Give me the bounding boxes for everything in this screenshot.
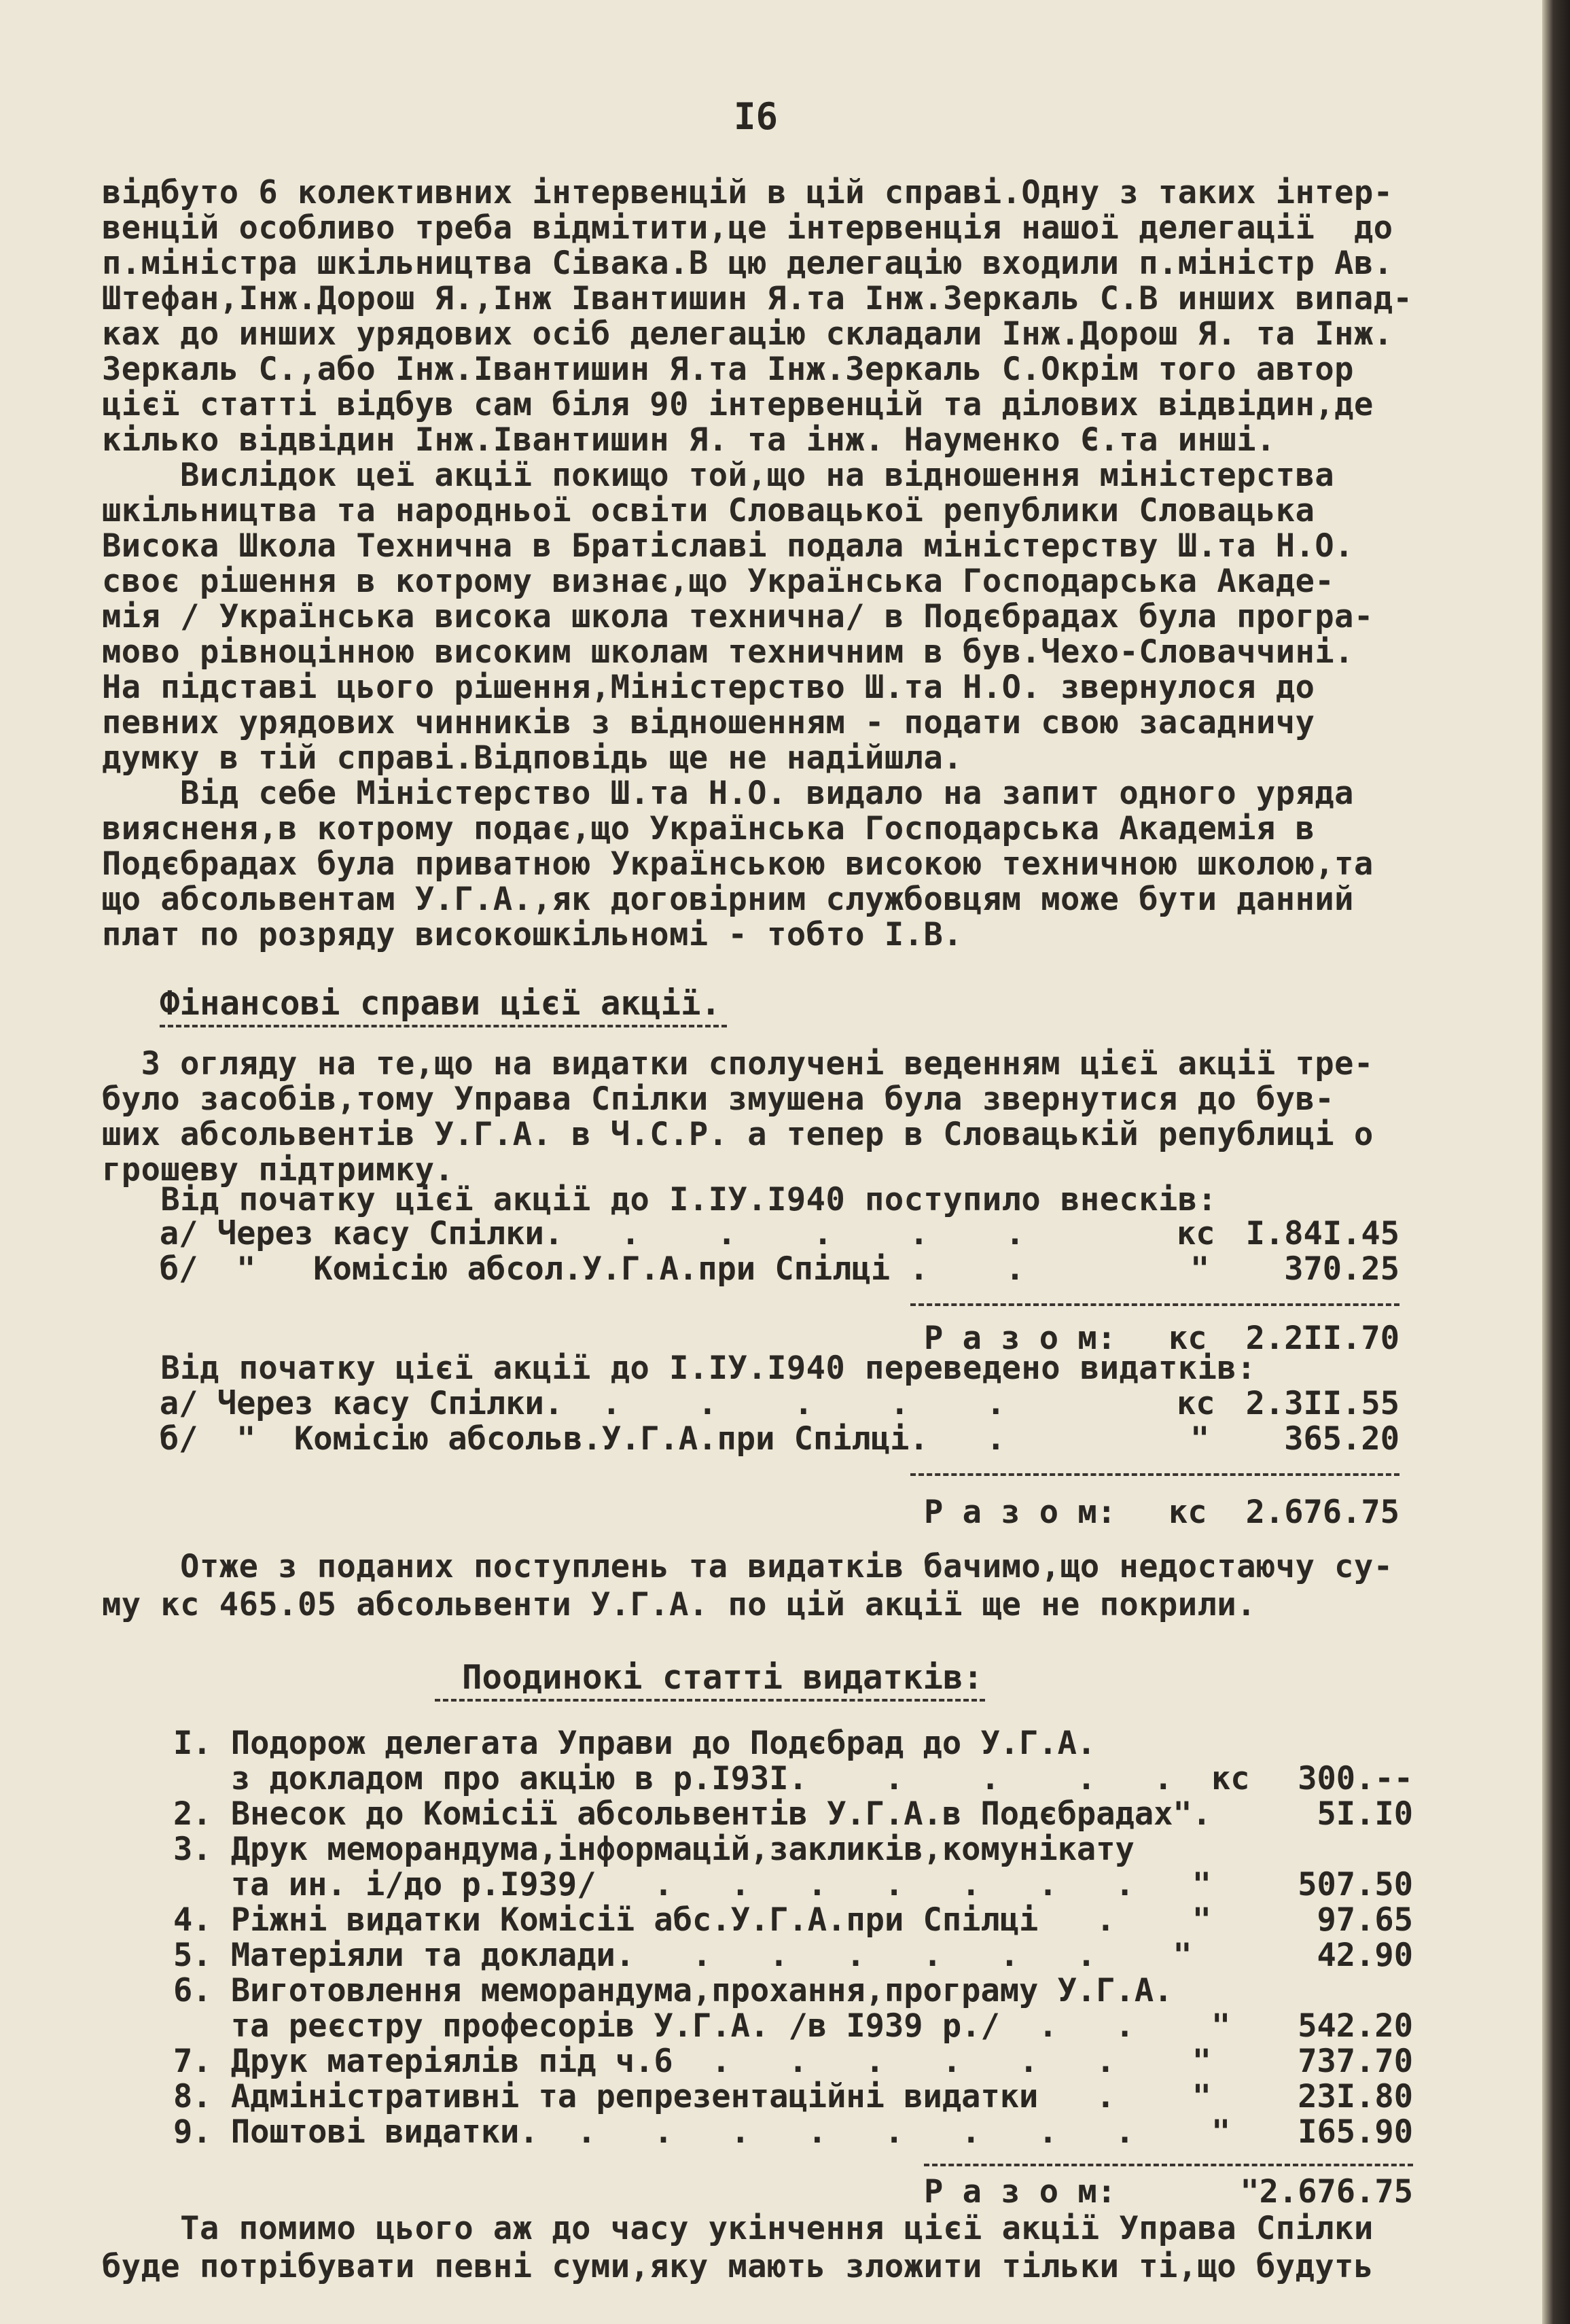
- text-line: цієї статті відбув сам біля 90 інтервенцій та ділових відвідин,де: [102, 386, 1374, 423]
- income-total-amount: 2.2II.70: [1245, 1320, 1399, 1357]
- item-amount: 5I.I0: [1317, 1795, 1413, 1833]
- item-text: та реєстру професорів У.Г.А. /в I939 р./ . . ": [173, 2007, 1231, 2045]
- income-title: Від початку цієї акції до I.IУ.I940 поступило внесків:: [102, 1181, 1217, 1218]
- text-line: ших абсольвентів У.Г.А. в Ч.С.Р. а тепер в Словацькій републиці о: [102, 1116, 1374, 1153]
- text-line: Зеркаль С.,або Інж.Івантишин Я.та Інж.Зеркаль С.Окрім того автор: [102, 351, 1354, 388]
- text-line: було засобів,тому Управа Спілки змушена була звернутися до був-: [102, 1080, 1335, 1118]
- item-amount: I65.90: [1298, 2113, 1413, 2151]
- item-amount: 23I.80: [1298, 2078, 1413, 2115]
- expense-currency: кс: [1177, 1385, 1215, 1422]
- text-line: венцій особливо треба відмітити,це інтервенція нашої делегації до: [102, 209, 1393, 247]
- text-line: буде потрібувати певні суми,яку мають зложити тільки ті,що будуть: [102, 2248, 1374, 2285]
- expense-amount: 2.3II.55: [1245, 1385, 1399, 1422]
- page-edge: [1542, 0, 1570, 2324]
- text-line: ках до инших урядових осіб делегацію складали Інж.Дорош Я. та Інж.: [102, 315, 1393, 353]
- text-line: п.міністра шкільництва Сівака.В цю делегацію входили п.міністр Ав.: [102, 245, 1393, 282]
- text-line: виясненя,в котрому подає,що Українська Господарська Академія в: [102, 810, 1315, 847]
- text-line: Висока Школа Технична в Братіславі подала міністерству Ш.та Н.О.: [102, 527, 1354, 565]
- text-line: плат по розряду високошкільномі - тобто І.В.: [102, 916, 963, 953]
- income-label: а/ Через касу Спілки. . . . . .: [102, 1215, 1025, 1252]
- text-line: Вислідок цеї акції покищо той,що на відношення міністерства: [102, 457, 1335, 494]
- page-number: I6: [734, 95, 779, 138]
- item-amount: 737.70: [1298, 2043, 1413, 2080]
- text-line: що абсольвентам У.Г.А.,як договірним службовцям може бути данний: [102, 881, 1354, 918]
- finance-heading: Фінансові справи цієї акції.: [160, 984, 721, 1023]
- item-text: 8. Адміністративні та репрезентаційні видатки . ": [173, 2078, 1212, 2115]
- income-amount: I.84I.45: [1245, 1215, 1399, 1252]
- text-line: шкільництва та народньої освіти Словацької републики Словацька: [102, 492, 1315, 529]
- text-line: мово рівноцінною високим школам техничним в був.Чехо-Словаччині.: [102, 633, 1354, 671]
- income-amount: 370.25: [1284, 1250, 1399, 1288]
- text-line: Та помимо цього аж до часу укінчення цієї акції Управа Спілки: [102, 2210, 1374, 2247]
- items-total-label: Р а з о м:: [924, 2173, 1116, 2211]
- item-text: 2. Внесок до Комісії абсольвентів У.Г.А.в Подєбрадах".: [173, 1795, 1212, 1833]
- items-heading: Поодинокі статті видатків:: [462, 1658, 984, 1697]
- item-amount: 507.50: [1298, 1866, 1413, 1903]
- income-currency: кс: [1177, 1215, 1215, 1252]
- expense-total-amount: 2.676.75: [1245, 1494, 1399, 1531]
- expense-currency: ": [1190, 1420, 1210, 1458]
- expense-total-label: Р а з о м:: [924, 1494, 1116, 1531]
- sum-rule: [910, 1473, 1399, 1476]
- item-text: 5. Матеріяли та доклади. . . . . . . ": [173, 1937, 1192, 1974]
- income-label: б/ " Комісію абсол.У.Г.А.при Спілці . .: [102, 1250, 1025, 1288]
- heading-underline: [160, 1025, 727, 1027]
- text-line: Штефан,Інж.Дорош Я.,Інж Івантишин Я.та Інж.Зеркаль С.В инших випад-: [102, 280, 1413, 317]
- expense-label: б/ " Комісію абсольв.У.Г.А.при Спілці. .: [102, 1420, 1005, 1458]
- income-currency: ": [1190, 1250, 1210, 1288]
- item-amount: 300.--: [1298, 1760, 1413, 1797]
- income-total-label: Р а з о м:: [924, 1320, 1116, 1357]
- item-text: 7. Друк матеріялів під ч.6 . . . . . . ": [173, 2043, 1212, 2080]
- heading-underline: [435, 1699, 985, 1702]
- income-total-currency: кс: [1168, 1320, 1207, 1357]
- text-line: му кс 465.05 абсольвенти У.Г.А. по цій акції ще не покрили.: [102, 1586, 1256, 1623]
- item-text: 9. Поштові видатки. . . . . . . . . ": [173, 2113, 1231, 2151]
- expense-total-currency: кс: [1168, 1494, 1207, 1531]
- items-total-amount: "2.676.75: [1240, 2173, 1413, 2211]
- item-text: 6. Виготовлення меморандума,прохання,програму У.Г.А.: [173, 1972, 1173, 2009]
- text-line: думку в тій справі.Відповідь ще не надійшла.: [102, 739, 963, 777]
- text-line: своє рішення в котрому визнає,що Українська Господарська Акаде-: [102, 563, 1335, 600]
- text-line: Від себе Міністерство Ш.та Н.О. видало на запит одного уряда: [102, 775, 1354, 812]
- expense-amount: 365.20: [1284, 1420, 1399, 1458]
- item-text: з докладом про акцію в р.I93I. . . . . кс: [173, 1760, 1250, 1797]
- text-line: Отже з поданих поступлень та видатків бачимо,що недостаючу су-: [102, 1548, 1393, 1585]
- text-line: З огляду на те,що на видатки сполучені веденням цієї акції тре-: [102, 1045, 1374, 1082]
- item-text: та ин. і/до р.I939/ . . . . . . . ": [173, 1866, 1212, 1903]
- expense-title: Від початку цієї акції до I.IУ.I940 переведено видатків:: [102, 1350, 1256, 1387]
- text-line: мія / Українська висока школа технична/ в Подєбрадах була програ-: [102, 598, 1374, 635]
- item-amount: 42.90: [1317, 1937, 1413, 1974]
- item-amount: 542.20: [1298, 2007, 1413, 2045]
- item-amount: 97.65: [1317, 1901, 1413, 1939]
- text-line: На підставі цього рішення,Міністерство Ш.та Н.О. звернулося до: [102, 669, 1315, 706]
- item-text: I. Подорож делегата Управи до Подєбрад до У.Г.А.: [173, 1725, 1096, 1762]
- sum-rule: [910, 1303, 1399, 1306]
- text-line: відбуто 6 колективних інтервенцій в цій справі.Одну з таких інтер-: [102, 174, 1393, 211]
- text-line: Подєбрадах була приватною Українською високою техничною школою,та: [102, 845, 1374, 883]
- sum-rule: [924, 2164, 1413, 2166]
- item-text: 4. Ріжні видатки Комісії абс.У.Г.А.при Спілці . ": [173, 1901, 1212, 1939]
- text-line: кілько відвідин Інж.Івантишин Я. та інж. Науменко Є.та инші.: [102, 421, 1276, 459]
- text-line: грошеву підтримку.: [102, 1151, 454, 1189]
- expense-label: а/ Через касу Спілки. . . . . .: [102, 1385, 1005, 1422]
- item-text: 3. Друк меморандума,інформацій,закликів,комунікату: [173, 1831, 1135, 1868]
- text-line: певних урядових чинників з відношенням - подати свою засадничу: [102, 704, 1315, 741]
